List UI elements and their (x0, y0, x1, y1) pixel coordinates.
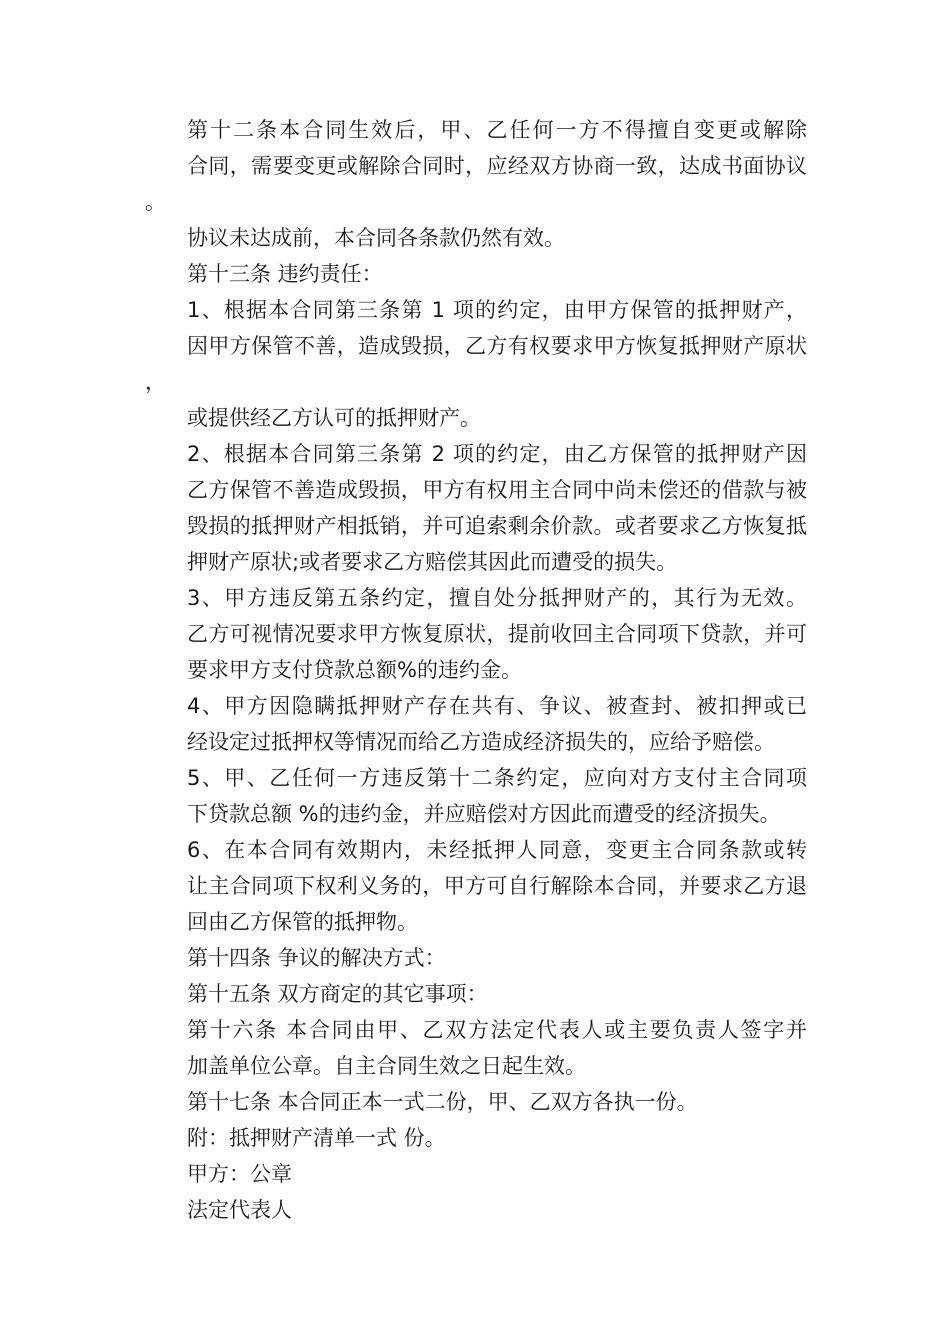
text-line: 协议未达成前，本合同各条款仍然有效。 (187, 226, 565, 250)
text-line: 4、甲方因隐瞒抵押财产存在共有、争议、被查封、被扣押或已 (187, 694, 807, 718)
text-line: 1、根据本合同第三条第 1 项的约定，由甲方保管的抵押财产， (187, 298, 807, 322)
text-line: 第十三条 违约责任： (187, 262, 383, 286)
text-line: 第十四条 争议的解决方式： (187, 946, 446, 970)
text-line: 下贷款总额 %的违约金，并应赔偿对方因此而遭受的经济损失。 (187, 802, 781, 826)
paragraph (145, 1012, 807, 1084)
paragraph (145, 1120, 807, 1156)
text-line: 押财产原状;或者要求乙方赔偿其因此而遭受的损失。 (187, 550, 678, 574)
text-line: 合同，需要变更或解除合同时，应经双方协商一致，达成书面协议。 (145, 154, 807, 214)
text-line: 回由乙方保管的抵押物。 (187, 910, 418, 934)
text-line: 乙方保管不善造成毁损，甲方有权用主合同中尚未偿还的借款与被 (187, 478, 807, 502)
text-line: 法定代表人 (187, 1198, 292, 1222)
text-line: 第十二条本合同生效后，甲、乙任何一方不得擅自变更或解除 (187, 118, 807, 142)
paragraph (145, 256, 807, 292)
paragraph (145, 940, 807, 976)
paragraph (145, 832, 807, 940)
text-line: 加盖单位公章。自主合同生效之日起生效。 (187, 1054, 586, 1078)
paragraph (145, 760, 807, 832)
text-line: 经设定过抵押权等情况而给乙方造成经济损失的，应给予赔偿。 (187, 730, 775, 754)
text-line: 因甲方保管不善，造成毁损，乙方有权要求甲方恢复抵押财产原状， (145, 334, 807, 394)
text-line: 让主合同项下权利义务的，甲方可自行解除本合同，并要求乙方退 (187, 874, 807, 898)
text-line: 附：抵押财产清单一式 份。 (187, 1126, 446, 1150)
paragraph (145, 976, 807, 1012)
paragraph (145, 688, 807, 760)
text-line: 第十七条 本合同正本一式二份，甲、乙双方各执一份。 (187, 1090, 698, 1114)
text-line: 第十六条 本合同由甲、乙双方法定代表人或主要负责人签字并 (187, 1018, 807, 1042)
paragraph (145, 580, 807, 688)
text-line: 毁损的抵押财产相抵销，并可追索剩余价款。或者要求乙方恢复抵 (187, 514, 807, 538)
paragraph (145, 1156, 807, 1192)
paragraph (145, 436, 807, 580)
paragraph (145, 1084, 807, 1120)
text-line: 或提供经乙方认可的抵押财产。 (187, 406, 481, 430)
paragraph (145, 112, 807, 256)
text-line: 2、根据本合同第三条第 2 项的约定，由乙方保管的抵押财产因 (187, 442, 807, 466)
text-line: 乙方可视情况要求甲方恢复原状，提前收回主合同项下贷款，并可 (187, 622, 807, 646)
paragraph (145, 1192, 807, 1228)
text-line: 甲方：公章 (187, 1162, 292, 1186)
text-line: 6、在本合同有效期内，未经抵押人同意，变更主合同条款或转 (187, 838, 807, 862)
text-line: 3、甲方违反第五条约定，擅自处分抵押财产的，其行为无效。 (187, 586, 807, 610)
paragraph (145, 292, 807, 436)
text-line: 第十五条 双方商定的其它事项： (187, 982, 488, 1006)
text-line: 5、甲、乙任何一方违反第十二条约定，应向对方支付主合同项 (187, 766, 807, 790)
text-line: 要求甲方支付贷款总额%的违约金。 (187, 658, 522, 682)
document-body (145, 112, 807, 1228)
